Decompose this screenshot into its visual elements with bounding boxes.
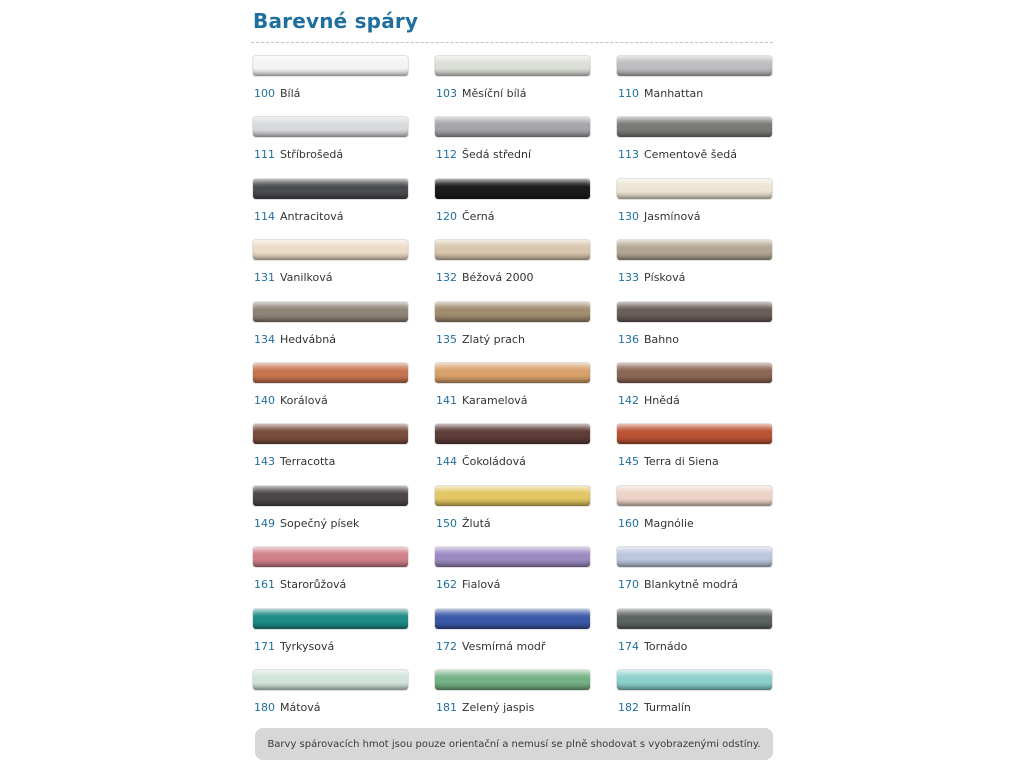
swatch-item: [251, 423, 433, 484]
swatch-name: Žlutá: [462, 516, 491, 530]
color-swatch: [253, 56, 408, 76]
swatch-item: [615, 239, 775, 300]
swatch-code: 130: [618, 209, 639, 223]
swatch-code: 133: [618, 271, 639, 285]
color-swatch: [435, 486, 590, 506]
swatch-label: [618, 271, 685, 284]
swatch-label: [436, 210, 495, 223]
color-swatch: [435, 179, 590, 199]
swatch-item: [251, 608, 433, 669]
color-swatch: [617, 670, 772, 690]
swatch-name: Zlatý prach: [462, 332, 525, 346]
swatch-code: 103: [436, 87, 457, 100]
swatch-code: 112: [436, 148, 457, 162]
swatch-label: [254, 333, 336, 346]
swatch-grid: [251, 55, 775, 730]
color-swatch: [253, 363, 408, 383]
swatch-label: [254, 517, 359, 530]
swatch-name: Písková: [644, 271, 686, 285]
swatch-code: 182: [618, 700, 639, 714]
color-swatch: [617, 240, 772, 260]
swatch-label: [254, 394, 328, 407]
swatch-item: [615, 116, 775, 177]
color-swatch: [617, 363, 772, 383]
swatch-code: 145: [618, 455, 639, 469]
swatch-item: [251, 362, 433, 423]
color-swatch: [435, 609, 590, 629]
swatch-code: 131: [254, 271, 275, 285]
color-swatch: [617, 424, 772, 444]
swatch-code: 135: [436, 332, 457, 346]
swatch-item: [433, 546, 615, 607]
swatch-item: [433, 485, 615, 546]
swatch-name: Mátová: [280, 700, 321, 714]
swatch-code: 170: [618, 578, 639, 592]
swatch-name: Magnólie: [644, 516, 694, 530]
swatch-item: [615, 55, 775, 116]
swatch-name: Černá: [462, 209, 495, 223]
swatch-code: 181: [436, 700, 457, 714]
swatch-name: Vanilková: [280, 271, 333, 285]
swatch-item: [615, 546, 775, 607]
color-swatch: [617, 56, 772, 76]
color-swatch: [435, 117, 590, 137]
swatch-name: Hedvábná: [280, 332, 336, 346]
swatch-label: [618, 210, 700, 223]
swatch-item: [251, 116, 433, 177]
swatch-item: [433, 116, 615, 177]
swatch-item: [433, 55, 615, 116]
swatch-label: [254, 87, 300, 100]
swatch-name: Tornádo: [644, 639, 688, 653]
color-swatch: [253, 670, 408, 690]
swatch-label: [436, 701, 534, 714]
swatch-item: [433, 301, 615, 362]
swatch-code: 162: [436, 578, 457, 592]
color-swatch: [435, 240, 590, 260]
swatch-item: [615, 669, 775, 730]
color-swatch: [617, 547, 772, 567]
color-chart-page: [251, 0, 775, 768]
color-swatch: [253, 547, 408, 567]
swatch-label: [436, 333, 525, 346]
swatch-label: [618, 333, 679, 346]
swatch-name: Bílá: [280, 87, 301, 100]
color-swatch: [253, 117, 408, 137]
swatch-item: [433, 362, 615, 423]
swatch-name: Cementově šedá: [644, 148, 737, 162]
swatch-name: Blankytně modrá: [644, 578, 739, 592]
swatch-name: Tyrkysová: [280, 639, 335, 653]
swatch-label: [436, 148, 531, 161]
swatch-label: [618, 394, 680, 407]
swatch-code: 110: [618, 87, 639, 100]
swatch-label: [254, 701, 321, 714]
swatch-item: [615, 301, 775, 362]
swatch-label: [618, 455, 719, 468]
swatch-code: 174: [618, 639, 639, 653]
swatch-name: Zelený jaspis: [462, 700, 535, 714]
swatch-name: Měsíční bílá: [462, 87, 527, 100]
swatch-name: Terra di Siena: [644, 455, 719, 469]
swatch-code: 100: [254, 87, 275, 100]
title-divider: [251, 42, 773, 43]
swatch-code: 113: [618, 148, 639, 162]
swatch-name: Turmalín: [644, 700, 691, 714]
color-swatch: [435, 670, 590, 690]
swatch-item: [251, 301, 433, 362]
swatch-code: 149: [254, 516, 275, 530]
swatch-code: 144: [436, 455, 457, 469]
swatch-label: [618, 87, 703, 100]
color-swatch: [617, 179, 772, 199]
disclaimer-text: Barvy spárovacích hmot jsou pouze orientační a nemusí se plně shodovat s vyobrazenými odstíny.: [267, 738, 761, 750]
swatch-item: [615, 362, 775, 423]
swatch-label: [254, 271, 332, 284]
color-swatch: [435, 302, 590, 322]
swatch-label: [618, 640, 687, 653]
color-swatch: [617, 302, 772, 322]
color-swatch: [435, 547, 590, 567]
swatch-code: 111: [254, 148, 275, 162]
swatch-code: 114: [254, 209, 275, 223]
swatch-code: 143: [254, 455, 275, 469]
swatch-label: [618, 517, 694, 530]
swatch-item: [251, 178, 433, 239]
swatch-label: [436, 455, 526, 468]
swatch-code: 180: [254, 700, 275, 714]
swatch-name: Antracitová: [280, 209, 344, 223]
color-swatch: [253, 240, 408, 260]
swatch-label: [254, 455, 335, 468]
swatch-label: [618, 701, 691, 714]
swatch-item: [615, 178, 775, 239]
swatch-name: Starorůžová: [280, 578, 347, 592]
swatch-name: Vesmírná modř: [462, 639, 546, 653]
swatch-name: Béžová 2000: [462, 271, 534, 285]
swatch-name: Jasmínová: [644, 209, 701, 223]
swatch-code: 171: [254, 639, 275, 653]
color-swatch: [253, 609, 408, 629]
color-swatch: [617, 609, 772, 629]
swatch-item: [433, 608, 615, 669]
page-title: Barevné spáry: [253, 9, 419, 33]
swatch-name: Stříbrošedá: [280, 148, 344, 162]
swatch-item: [251, 55, 433, 116]
swatch-code: 141: [436, 393, 457, 407]
swatch-label: [254, 640, 334, 653]
swatch-name: Hnědá: [644, 393, 680, 407]
swatch-label: [436, 394, 528, 407]
swatch-name: Sopečný písek: [280, 516, 360, 530]
swatch-code: 142: [618, 393, 639, 407]
swatch-name: Šedá střední: [462, 148, 532, 162]
swatch-label: [254, 578, 346, 591]
swatch-label: [436, 87, 526, 100]
swatch-code: 160: [618, 516, 639, 530]
swatch-item: [433, 669, 615, 730]
swatch-name: Terracotta: [280, 455, 336, 469]
swatch-name: Bahno: [644, 332, 679, 346]
swatch-label: [436, 640, 545, 653]
swatch-label: [618, 148, 737, 161]
swatch-name: Korálová: [280, 393, 328, 407]
swatch-code: 140: [254, 393, 275, 407]
swatch-code: 134: [254, 332, 275, 346]
swatch-label: [254, 148, 343, 161]
swatch-item: [251, 669, 433, 730]
swatch-item: [251, 546, 433, 607]
swatch-label: [618, 578, 738, 591]
swatch-item: [615, 423, 775, 484]
swatch-item: [251, 239, 433, 300]
swatch-code: 161: [254, 578, 275, 592]
swatch-name: Fialová: [462, 578, 501, 592]
color-swatch: [253, 302, 408, 322]
swatch-code: 132: [436, 271, 457, 285]
swatch-name: Karamelová: [462, 393, 528, 407]
color-swatch: [435, 56, 590, 76]
color-swatch: [617, 486, 772, 506]
disclaimer-box: [255, 728, 773, 760]
swatch-code: 150: [436, 516, 457, 530]
swatch-label: [436, 517, 491, 530]
swatch-item: [615, 608, 775, 669]
color-swatch: [435, 363, 590, 383]
swatch-item: [433, 178, 615, 239]
color-swatch: [435, 424, 590, 444]
swatch-code: 172: [436, 639, 457, 653]
swatch-item: [615, 485, 775, 546]
swatch-label: [254, 210, 343, 223]
swatch-label: [436, 271, 534, 284]
color-swatch: [253, 424, 408, 444]
swatch-label: [436, 578, 500, 591]
color-swatch: [253, 179, 408, 199]
swatch-name: Čokoládová: [462, 455, 526, 469]
swatch-name: Manhattan: [644, 87, 704, 100]
swatch-code: 120: [436, 209, 457, 223]
color-swatch: [617, 117, 772, 137]
swatch-code: 136: [618, 332, 639, 346]
color-swatch: [253, 486, 408, 506]
swatch-item: [433, 239, 615, 300]
swatch-item: [251, 485, 433, 546]
swatch-item: [433, 423, 615, 484]
